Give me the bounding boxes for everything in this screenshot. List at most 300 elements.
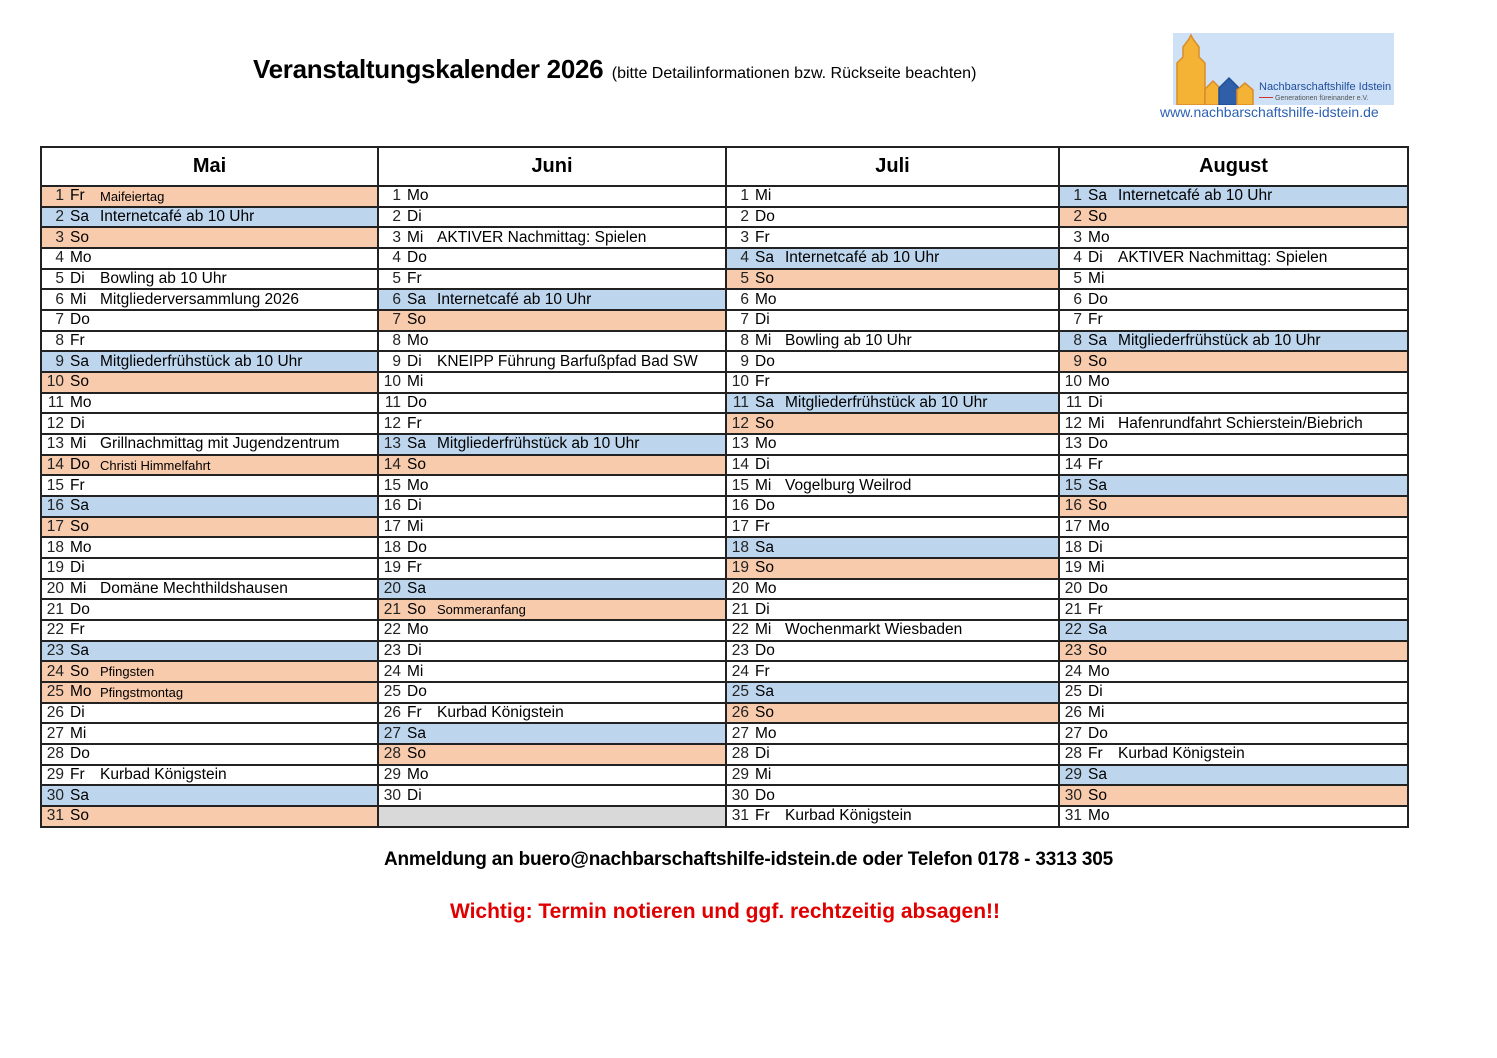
day-number: 20 <box>1064 580 1083 598</box>
weekday: Do <box>1088 580 1108 598</box>
weekday: So <box>70 228 89 246</box>
day-number: 4 <box>392 249 402 267</box>
weekday: Mi <box>755 621 772 639</box>
day-number: 29 <box>731 766 749 784</box>
weekday: Mo <box>70 249 92 267</box>
day-number: 3 <box>1073 228 1083 246</box>
weekday: Sa <box>407 724 426 742</box>
day-row <box>379 580 725 601</box>
day-number: 22 <box>383 621 402 639</box>
day-number: 1 <box>1073 187 1083 205</box>
day-number: 11 <box>47 394 64 412</box>
day-row <box>727 600 1058 621</box>
day-row <box>379 559 725 580</box>
day-number: 17 <box>383 518 402 536</box>
day-number: 30 <box>731 786 749 804</box>
day-number: 24 <box>383 662 402 680</box>
day-number: 3 <box>392 228 402 246</box>
day-number: 14 <box>1064 456 1083 474</box>
weekday: Sa <box>1088 766 1107 784</box>
weekday: Mi <box>1088 704 1105 722</box>
weekday: Do <box>755 786 775 804</box>
event-text: Vogelburg Weilrod <box>785 476 912 494</box>
day-number: 14 <box>383 456 402 474</box>
day-number: 15 <box>46 476 64 494</box>
weekday: Fr <box>755 373 770 391</box>
day-row <box>42 745 377 766</box>
day-number: 23 <box>731 642 749 660</box>
weekday: Sa <box>755 394 774 412</box>
day-number: 2 <box>392 208 402 225</box>
weekday: So <box>1088 786 1107 804</box>
day-row <box>727 311 1058 332</box>
event-text: Kurbad Königstein <box>1118 745 1245 763</box>
day-row <box>1060 228 1407 249</box>
day-row <box>42 642 377 663</box>
weekday: Fr <box>1088 456 1103 474</box>
day-number: 12 <box>1064 414 1083 432</box>
day-row <box>379 394 725 415</box>
weekday: Mo <box>70 683 92 701</box>
day-row <box>379 497 725 518</box>
day-number: 23 <box>383 642 402 660</box>
weekday: Di <box>407 352 422 370</box>
day-number: 3 <box>55 228 64 246</box>
weekday: Fr <box>755 807 770 825</box>
weekday: Fr <box>70 187 85 205</box>
day-number: 4 <box>740 249 749 267</box>
event-text: Domäne Mechthildshausen <box>100 580 288 598</box>
day-number: 18 <box>731 538 749 556</box>
day-row <box>42 373 377 394</box>
weekday: Mi <box>1088 559 1105 577</box>
day-row <box>727 704 1058 725</box>
weekday: Di <box>70 414 85 432</box>
day-row <box>1060 600 1407 621</box>
event-text: Kurbad Königstein <box>437 704 564 722</box>
day-number: 10 <box>1064 373 1083 391</box>
weekday: Di <box>1088 394 1103 412</box>
day-row <box>42 518 377 539</box>
day-number: 16 <box>1064 497 1083 515</box>
month-header: August <box>1060 148 1407 187</box>
event-text: Mitgliederfrühstück ab 10 Uhr <box>1118 332 1321 350</box>
day-row <box>1060 621 1407 642</box>
weekday: So <box>755 414 774 432</box>
day-row <box>727 456 1058 477</box>
day-row <box>42 228 377 249</box>
day-row <box>1060 704 1407 725</box>
day-row <box>1060 745 1407 766</box>
weekday: Mi <box>755 766 772 784</box>
day-row <box>379 621 725 642</box>
weekday: Sa <box>70 786 89 804</box>
weekday: Di <box>407 642 422 660</box>
day-row <box>42 724 377 745</box>
day-number: 11 <box>1065 394 1083 412</box>
weekday: Do <box>1088 435 1108 453</box>
day-row <box>1060 352 1407 373</box>
day-row <box>1060 414 1407 435</box>
event-text: Bowling ab 10 Uhr <box>785 332 912 350</box>
weekday: So <box>407 311 426 329</box>
weekday: Fr <box>70 332 85 350</box>
day-row <box>42 786 377 807</box>
weekday: Mi <box>407 228 424 246</box>
day-row <box>1060 311 1407 332</box>
day-row <box>379 311 725 332</box>
day-number: 26 <box>383 704 402 722</box>
day-row <box>1060 724 1407 745</box>
day-row <box>379 662 725 683</box>
weekday: Sa <box>407 435 426 453</box>
weekday: Di <box>1088 249 1103 267</box>
day-row <box>379 435 725 456</box>
day-row <box>379 786 725 807</box>
day-number: 13 <box>1064 435 1083 453</box>
day-number: 6 <box>1073 290 1083 308</box>
event-text: Internetcafé ab 10 Uhr <box>100 208 255 225</box>
weekday: Di <box>70 559 85 577</box>
day-row <box>727 270 1058 291</box>
day-row <box>1060 456 1407 477</box>
day-row <box>1060 187 1407 208</box>
day-row <box>42 249 377 270</box>
weekday: Di <box>1088 683 1103 701</box>
weekday: Sa <box>407 580 426 598</box>
weekday: So <box>755 704 774 722</box>
weekday: Fr <box>1088 745 1103 763</box>
event-text: Mitgliederfrühstück ab 10 Uhr <box>100 352 303 370</box>
weekday: Do <box>755 352 775 370</box>
day-row <box>42 311 377 332</box>
day-number: 24 <box>1064 662 1083 680</box>
day-row <box>727 786 1058 807</box>
day-row <box>727 414 1058 435</box>
day-row <box>42 662 377 683</box>
day-number: 22 <box>731 621 749 639</box>
weekday: Do <box>70 600 90 618</box>
day-row <box>379 414 725 435</box>
weekday: Mo <box>1088 228 1110 246</box>
day-number: 8 <box>1073 332 1083 350</box>
weekday: Mo <box>1088 662 1110 680</box>
day-number: 7 <box>1073 311 1083 329</box>
day-number: 10 <box>383 373 402 391</box>
event-text: Sommeranfang <box>437 602 526 618</box>
day-row <box>727 187 1058 208</box>
day-row <box>727 724 1058 745</box>
weekday: Do <box>407 249 427 267</box>
day-number: 1 <box>392 187 402 205</box>
weekday: Fr <box>70 621 85 639</box>
weekday: Mo <box>1088 518 1110 536</box>
weekday: So <box>1088 642 1107 660</box>
weekday: Sa <box>1088 621 1107 639</box>
event-text: Internetcafé ab 10 Uhr <box>437 290 592 308</box>
day-row <box>727 208 1058 229</box>
day-number: 18 <box>383 538 402 556</box>
day-row <box>1060 497 1407 518</box>
event-text: Mitgliederversammlung 2026 <box>100 290 300 308</box>
day-number: 29 <box>46 766 64 784</box>
event-text: Bowling ab 10 Uhr <box>100 270 227 288</box>
weekday: Di <box>755 600 770 618</box>
day-row <box>42 290 377 311</box>
day-number: 25 <box>731 683 749 701</box>
month-header: Juli <box>727 148 1058 187</box>
day-row <box>379 476 725 497</box>
day-row <box>42 476 377 497</box>
day-row <box>42 683 377 704</box>
weekday: So <box>70 807 89 825</box>
day-number: 20 <box>731 580 749 598</box>
arrow-icon <box>1259 97 1273 98</box>
day-row <box>379 683 725 704</box>
weekday: Fr <box>407 414 422 432</box>
day-number: 30 <box>46 786 64 804</box>
weekday: Mo <box>70 394 92 412</box>
day-number: 9 <box>740 352 749 370</box>
event-text: Internetcafé ab 10 Uhr <box>785 249 940 267</box>
event-text: AKTIVER Nachmittag: Spielen <box>1118 249 1328 267</box>
weekday: Mo <box>407 187 429 205</box>
weekday: Mi <box>70 290 87 308</box>
weekday: Mi <box>755 476 772 494</box>
weekday: Do <box>70 745 90 763</box>
day-row <box>379 642 725 663</box>
day-row <box>727 290 1058 311</box>
weekday: So <box>407 745 426 763</box>
event-text: AKTIVER Nachmittag: Spielen <box>437 228 647 246</box>
logo-tagline: Generationen füreinander e.V. <box>1275 95 1369 102</box>
day-row <box>379 352 725 373</box>
day-row <box>1060 270 1407 291</box>
weekday: Di <box>755 745 770 763</box>
day-number: 10 <box>46 373 64 391</box>
day-number: 29 <box>383 766 402 784</box>
day-row <box>379 724 725 745</box>
weekday: Mi <box>70 435 87 453</box>
day-row <box>42 394 377 415</box>
weekday: Sa <box>1088 187 1107 205</box>
day-row <box>727 352 1058 373</box>
day-row <box>727 228 1058 249</box>
day-row <box>1060 476 1407 497</box>
day-number: 5 <box>392 270 402 288</box>
day-number: 9 <box>392 352 402 370</box>
weekday: Di <box>70 270 85 288</box>
event-text: Wochenmarkt Wiesbaden <box>785 621 963 639</box>
month-column-juli <box>727 148 1060 826</box>
day-row <box>1060 662 1407 683</box>
calendar-subtitle: (bitte Detailinformationen bzw. Rückseite beachten) <box>611 65 977 82</box>
calendar-title: Veranstaltungskalender 2026 <box>253 54 604 84</box>
day-number: 28 <box>383 745 402 763</box>
day-number: 27 <box>1064 724 1083 742</box>
day-row <box>379 332 725 353</box>
day-number: 12 <box>731 414 749 432</box>
warning-note: Wichtig: Termin notieren und ggf. rechtzeitig absagen!! <box>449 900 1001 923</box>
day-number: 15 <box>1064 476 1083 494</box>
website-link[interactable]: www.nachbarschaftshilfe-idstein.de <box>1160 104 1379 120</box>
day-row <box>727 394 1058 415</box>
day-number: 7 <box>740 311 749 329</box>
day-number: 7 <box>55 311 64 329</box>
weekday: Mi <box>70 580 87 598</box>
weekday: So <box>407 600 426 618</box>
day-number: 27 <box>731 724 749 742</box>
weekday: Fr <box>755 228 770 246</box>
weekday: Di <box>70 704 85 722</box>
day-row <box>1060 786 1407 807</box>
day-row <box>42 807 377 826</box>
weekday: Do <box>407 538 427 556</box>
day-row <box>727 518 1058 539</box>
day-row <box>379 600 725 621</box>
day-row <box>727 621 1058 642</box>
day-row <box>1060 538 1407 559</box>
day-number: 31 <box>731 807 749 825</box>
day-number: 6 <box>55 290 64 308</box>
month-column-august <box>1060 148 1407 826</box>
day-number: 2 <box>1073 208 1083 225</box>
day-number: 19 <box>46 559 64 577</box>
day-number: 20 <box>46 580 64 598</box>
day-number: 8 <box>55 332 64 350</box>
day-number: 21 <box>383 600 402 618</box>
day-number: 19 <box>1064 559 1083 577</box>
day-number: 16 <box>731 497 749 515</box>
day-row <box>379 208 725 229</box>
day-number: 23 <box>1064 642 1083 660</box>
day-row <box>1060 208 1407 229</box>
weekday: So <box>407 456 426 474</box>
weekday: So <box>755 270 774 288</box>
day-row <box>42 580 377 601</box>
day-row <box>379 187 725 208</box>
weekday: Mo <box>755 290 777 308</box>
event-text: Christi Himmelfahrt <box>100 457 211 473</box>
weekday: Fr <box>407 559 422 577</box>
day-number: 13 <box>731 435 749 453</box>
day-number: 20 <box>383 580 402 598</box>
day-row <box>1060 394 1407 415</box>
weekday: Mo <box>1088 373 1110 391</box>
day-number: 3 <box>740 228 749 246</box>
organization-logo <box>1173 33 1394 105</box>
weekday: Do <box>1088 724 1108 742</box>
day-row <box>1060 332 1407 353</box>
weekday: Mi <box>1088 270 1105 288</box>
day-number: 19 <box>731 559 749 577</box>
page-title <box>253 54 976 85</box>
weekday: Sa <box>70 642 89 660</box>
event-text: Pfingstmontag <box>100 684 184 700</box>
day-number: 17 <box>731 518 749 536</box>
weekday: So <box>70 518 89 536</box>
day-number: 26 <box>46 704 64 722</box>
weekday: Sa <box>1088 332 1107 350</box>
day-number: 16 <box>383 497 402 515</box>
weekday: Mi <box>755 187 772 205</box>
day-row <box>42 414 377 435</box>
weekday: Do <box>407 683 427 701</box>
day-row <box>727 683 1058 704</box>
day-row <box>727 373 1058 394</box>
day-number: 9 <box>55 352 64 370</box>
weekday: Do <box>755 208 775 225</box>
day-number: 18 <box>46 538 64 556</box>
empty-cell <box>379 807 725 826</box>
month-header: Juni <box>379 148 725 187</box>
event-text: Grillnachmittag mit Jugendzentrum <box>100 435 340 453</box>
day-row <box>42 538 377 559</box>
weekday: Fr <box>1088 311 1103 329</box>
weekday: Do <box>70 456 90 474</box>
day-number: 28 <box>731 745 749 763</box>
day-number: 4 <box>55 249 64 267</box>
weekday: So <box>70 662 89 680</box>
day-number: 22 <box>46 621 64 639</box>
weekday: Sa <box>407 290 426 308</box>
day-row <box>42 187 377 208</box>
day-row <box>727 580 1058 601</box>
day-number: 8 <box>392 332 402 350</box>
day-row <box>379 290 725 311</box>
month-header: Mai <box>42 148 377 187</box>
day-row <box>1060 642 1407 663</box>
weekday: Mi <box>70 724 87 742</box>
day-number: 25 <box>1064 683 1083 701</box>
day-number: 30 <box>383 786 402 804</box>
day-row <box>1060 580 1407 601</box>
day-row <box>379 270 725 291</box>
day-number: 21 <box>46 600 64 618</box>
day-number: 9 <box>1073 352 1083 370</box>
day-row <box>727 662 1058 683</box>
day-row <box>42 332 377 353</box>
weekday: Di <box>755 311 770 329</box>
day-number: 13 <box>383 435 402 453</box>
weekday: Fr <box>70 476 85 494</box>
day-row <box>379 518 725 539</box>
day-row <box>379 766 725 787</box>
day-row <box>379 249 725 270</box>
day-number: 2 <box>740 208 749 225</box>
day-number: 7 <box>392 311 402 329</box>
day-number: 26 <box>1064 704 1083 722</box>
weekday: Fr <box>755 518 770 536</box>
day-number: 19 <box>383 559 402 577</box>
day-number: 30 <box>1064 786 1083 804</box>
day-number: 29 <box>1064 766 1083 784</box>
weekday: Sa <box>1088 476 1107 494</box>
day-row <box>1060 290 1407 311</box>
day-number: 6 <box>392 290 402 308</box>
weekday: Fr <box>407 704 422 722</box>
weekday: So <box>70 373 89 391</box>
weekday: Fr <box>70 766 85 784</box>
day-row <box>1060 249 1407 270</box>
day-number: 16 <box>46 497 64 515</box>
day-number: 6 <box>740 290 749 308</box>
day-number: 18 <box>1064 538 1083 556</box>
event-text: Kurbad Königstein <box>100 766 227 784</box>
weekday: Di <box>407 497 422 515</box>
day-number: 5 <box>1073 270 1083 288</box>
weekday: Sa <box>755 538 774 556</box>
